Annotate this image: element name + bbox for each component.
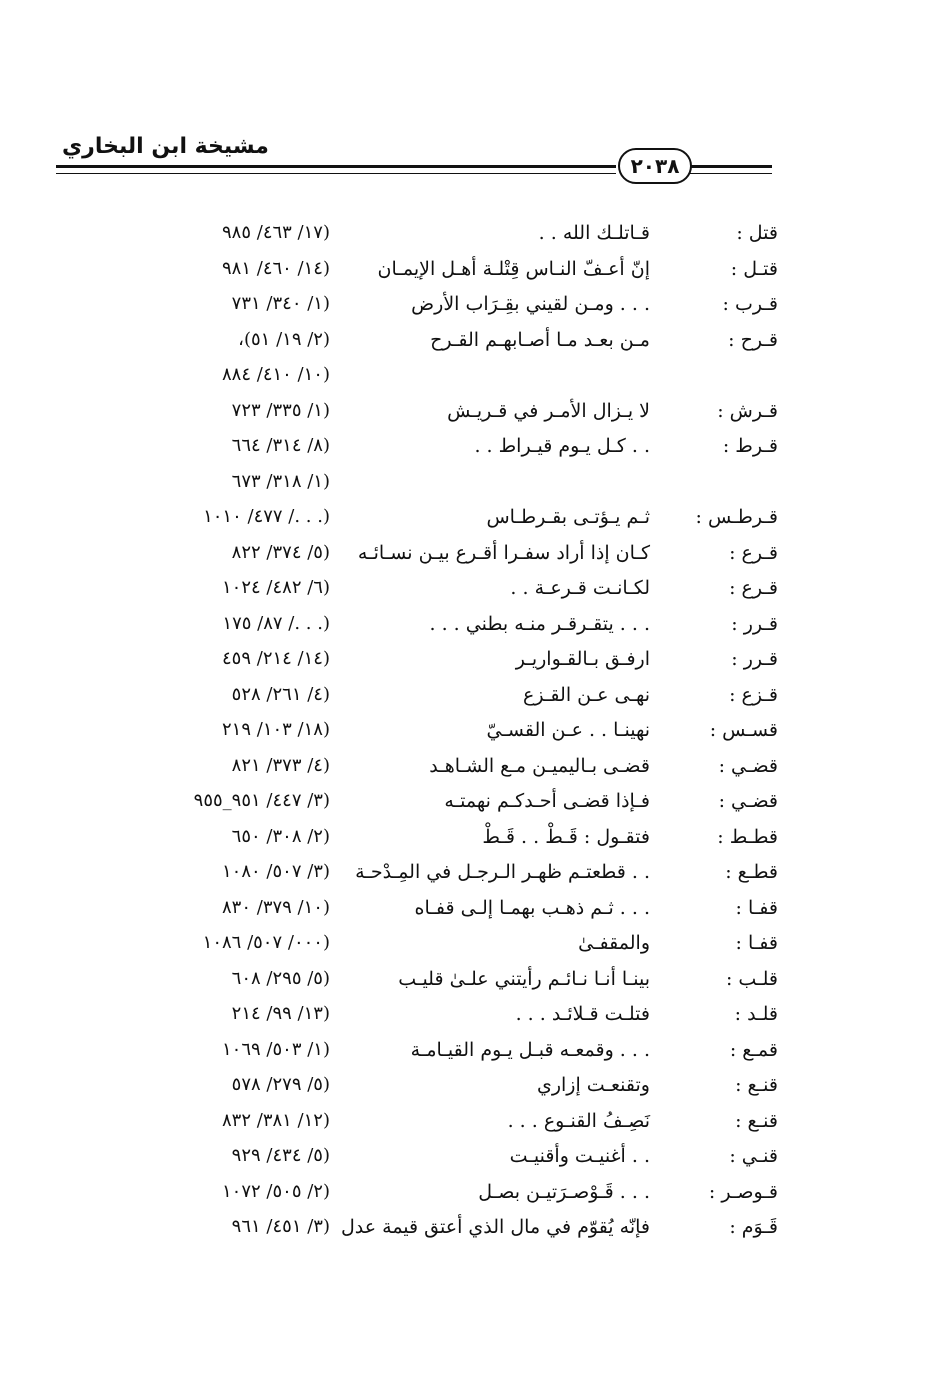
index-row <box>0 1106 947 1142</box>
reference: (٢/ ٣٠٨/ ٦٥٠ <box>231 825 330 847</box>
index-row <box>0 715 947 751</box>
reference: (١/ ٣٤٠/ ٧٣١ <box>231 293 330 314</box>
index-row <box>0 502 947 538</box>
header-rule-right <box>690 165 772 168</box>
index-row <box>0 1177 947 1213</box>
reference: (١٧/ ٤٦٣/ ٩٨٥ <box>222 222 330 243</box>
index-row <box>0 857 947 893</box>
reference: (١٤/ ٢١٤/ ٤٥٩ <box>222 648 330 669</box>
root-word: قسـس : <box>709 719 778 741</box>
phrase: ثـم يـؤتـى بقـرطـاس <box>486 506 650 528</box>
reference: (١/ ٣١٨/ ٦٧٣ <box>231 470 330 492</box>
phrase: لا يـزال الأمـر في قـريـش <box>447 399 650 422</box>
phrase: لكـانـت قـرعـة . . <box>510 577 650 599</box>
index-row <box>0 964 947 1000</box>
root-word: قـرع : <box>729 541 778 564</box>
reference: (٥/ ٣٧٤/ ٨٢٢ <box>231 541 330 563</box>
phrase: . . أغنيـت وأقنيـت <box>509 1145 650 1167</box>
phrase: . . . يتقـرقـر منـه بطني . . . <box>429 612 650 635</box>
header-rule-thick <box>56 165 616 168</box>
index-row <box>0 467 947 503</box>
root-word: قـرر : <box>731 612 778 635</box>
reference: (٥/ ٢٧٩/ ٥٧٨ <box>231 1074 330 1095</box>
root-word: قـرر : <box>731 648 778 670</box>
index-row <box>0 751 947 787</box>
root-word: قـرش : <box>717 399 778 422</box>
header-rule-thin <box>56 173 616 174</box>
reference: (١٨/ ١٠٣/ ٢١٩ <box>222 719 330 740</box>
reference: (١٣/ ٩٩/ ٢١٤ <box>231 1003 330 1024</box>
phrase: كـان إذا أراد سفـرا أقـرع بيـن نسـائـه <box>357 541 650 564</box>
root-word: قلـد : <box>734 1003 778 1025</box>
root-word: قـزع : <box>729 683 778 706</box>
reference: (٤/ ٣٧٣/ ٨٢١ <box>231 754 330 776</box>
reference: (٦/ ٤٨٢/ ١٠٢٤ <box>222 577 330 598</box>
reference: (٥/ ٤٣٤/ ٩٢٩ <box>231 1145 330 1166</box>
reference: (٣/ ٤٥١/ ٩٦١ <box>231 1216 330 1237</box>
header-rule-right-thin <box>690 173 772 174</box>
index-row <box>0 573 947 609</box>
phrase: فتقـول : قَـطْ . . قَـطْ <box>482 825 650 848</box>
index-row <box>0 431 947 467</box>
index-row <box>0 644 947 680</box>
index-row <box>0 289 947 325</box>
index-row <box>0 254 947 290</box>
phrase: . . . ومـن لقيني بقِـرَاب الأرض <box>411 293 650 315</box>
root-word: قتـل : <box>730 257 778 280</box>
reference: (١/ ٥٠٣/ ١٠٦٩ <box>222 1038 330 1060</box>
root-word: قطـط : <box>717 825 778 848</box>
index-row <box>0 1212 947 1248</box>
reference: (٨/ ٣١٤/ ٦٦٤ <box>231 435 330 456</box>
index-row <box>0 1141 947 1177</box>
phrase: فتلـت قـلائـد . . . <box>515 1003 650 1025</box>
page-number: ٢٠٣٨ <box>618 148 692 184</box>
reference: (١٤/ ٤٦٠/ ٩٨١ <box>222 257 330 279</box>
index-row <box>0 1070 947 1106</box>
index-row <box>0 680 947 716</box>
root-word: قنـع : <box>735 1109 778 1132</box>
root-word: قنـي : <box>729 1145 778 1167</box>
index-row <box>0 396 947 432</box>
reference: (١٠/ ٣٧٩/ ٨٣٠ <box>222 896 330 918</box>
index-row <box>0 609 947 645</box>
root-word: قطـع : <box>725 861 778 883</box>
reference: (٤/ ٢٦١/ ٥٢٨ <box>231 683 330 705</box>
phrase: قضـى بـاليميـن مـع الشـاهـد <box>429 754 650 777</box>
root-word: قـرح : <box>728 328 778 351</box>
index-row <box>0 218 947 254</box>
phrase: مـن بعـد مـا أصـابهـم القـرح <box>430 328 650 351</box>
reference: (٢/ ١٩/ ٥١)، <box>238 328 330 350</box>
index-row <box>0 538 947 574</box>
index-row <box>0 893 947 929</box>
phrase: فـإذا قضـى أحـدكـم نهمتـه <box>444 790 650 812</box>
root-word: قـرطـس : <box>695 506 778 528</box>
reference: (٥/ ٢٩٥/ ٦٠٨ <box>231 967 330 989</box>
index-row <box>0 999 947 1035</box>
root-word: قـوصـر : <box>708 1180 778 1203</box>
reference: (٠٠٠/ ٥٠٧/ ١٠٨٦ <box>202 932 330 953</box>
phrase: . . قطعتـم ظهـر الـرجـل في المِـدْحـة <box>355 861 650 883</box>
root-word: قتل : <box>736 222 778 244</box>
root-word: قـرع : <box>729 577 778 599</box>
reference: (٣/ ٤٤٧/ ٩٥١_٩٥٥ <box>193 790 330 811</box>
phrase: نَصِـفُ القنـوع . . . <box>507 1109 650 1132</box>
root-word: قضـي : <box>718 754 778 777</box>
index-row <box>0 786 947 822</box>
phrase: ارفـق بـالقـواريـر <box>515 648 650 670</box>
phrase: إنّ أعـفّ النـاس قِتْلـة أهـل الإيمـان <box>377 257 650 280</box>
phrase: نهـى عـن القـزع <box>523 683 650 706</box>
index-row <box>0 822 947 858</box>
root-word: قـرب : <box>722 293 778 315</box>
root-word: قفـا : <box>735 896 778 919</box>
phrase: . . . وقمعـه قبـل يـوم القيـامـة <box>410 1038 650 1061</box>
root-word: قـرط : <box>722 435 778 457</box>
phrase: فإنّه يُقوّم في مال الذي أعتق قيمة عدل <box>340 1216 650 1238</box>
phrase: وتقنعـت إزاري <box>536 1074 650 1096</box>
root-word: قنـع : <box>735 1074 778 1096</box>
index-row <box>0 360 947 396</box>
index-row <box>0 325 947 361</box>
phrase: والمقفـىٰ <box>578 932 650 954</box>
root-word: قمـع : <box>729 1038 778 1061</box>
reference: (٢/ ٥٠٥/ ١٠٧٢ <box>222 1180 330 1202</box>
reference: (٣/ ٥٠٧/ ١٠٨٠ <box>222 861 330 882</box>
phrase: . . . ثـم ذهـب بهمـا إلـى قفـاه <box>414 896 650 919</box>
reference: (. . ./ ٤٧٧/ ١٠١٠ <box>203 506 330 527</box>
reference: (. . ./ ٨٧/ ١٧٥ <box>222 612 330 634</box>
root-word: قضـي : <box>718 790 778 812</box>
phrase: قـاتلـك الله . . <box>538 222 650 244</box>
reference: (١/ ٣٣٥/ ٧٢٣ <box>231 399 330 421</box>
root-word: قلـب : <box>725 967 778 990</box>
phrase: . . كـل يـوم قيـراط . . <box>474 435 650 457</box>
reference: (١٢/ ٣٨١/ ٨٣٢ <box>222 1109 330 1131</box>
index-row <box>0 1035 947 1071</box>
index-entries <box>0 218 947 1248</box>
header-title: مشيخة ابن البخاري <box>62 134 269 159</box>
phrase: . . . قَـوْصـرَتيـن بصـل <box>478 1180 650 1203</box>
index-row <box>0 928 947 964</box>
root-word: قفـا : <box>735 932 778 954</box>
phrase: نهينـا . . عـن القسـيّ <box>486 719 650 741</box>
reference: (١٠/ ٤١٠/ ٨٨٤ <box>222 364 330 385</box>
phrase: بينـا أنـا نـائـم رأيتني علـىٰ قليـب <box>398 967 650 990</box>
root-word: قَـوَم : <box>729 1216 778 1238</box>
